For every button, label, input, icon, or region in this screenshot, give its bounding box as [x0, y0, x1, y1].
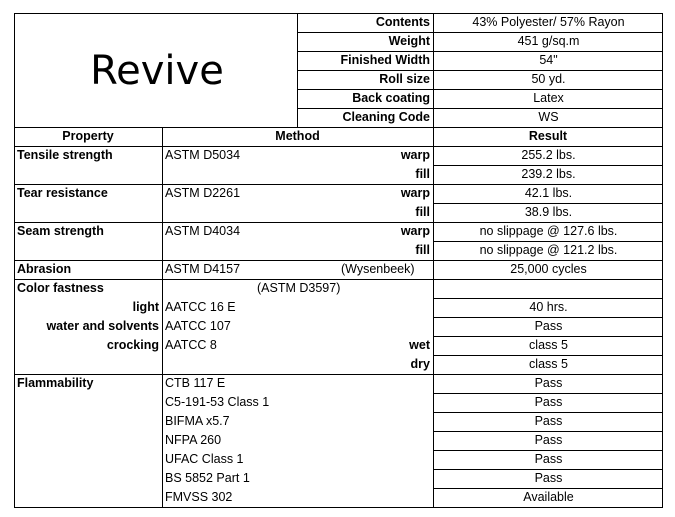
method-flammability-1: CTB 117 E [165, 376, 226, 390]
spec-value-backing: Latex [533, 91, 564, 105]
method-flammability-4: NFPA 260 [165, 433, 222, 447]
color-water-label: water and solvents [46, 319, 159, 333]
property-tensile: Tensile strength [17, 148, 113, 162]
brand-logo: Revive [90, 47, 224, 94]
method-abrasion: ASTM D4157 [165, 262, 241, 276]
spec-value-contents: 43% Polyester/ 57% Rayon [472, 15, 625, 29]
result-tensile-fill: 239.2 lbs. [521, 167, 576, 181]
spec-label-contents: Contents [375, 15, 430, 29]
property-color-fastness: Color fastness [17, 281, 104, 295]
spec-label-cleaning: Cleaning Code [342, 110, 430, 124]
result-flammability-7: Available [523, 490, 574, 504]
result-color-light: 40 hrs. [529, 300, 568, 314]
seam-warp-label: warp [400, 224, 430, 238]
method-flammability-7: FMVSS 302 [165, 490, 233, 504]
result-seam-warp: no slippage @ 127.6 lbs. [479, 224, 618, 238]
result-tensile-warp: 255.2 lbs. [521, 148, 576, 162]
method-tear: ASTM D2261 [165, 186, 241, 200]
spec-label-width: Finished Width [340, 53, 430, 67]
seam-fill-label: fill [415, 243, 430, 257]
method-flammability-2: C5-191-53 Class 1 [165, 395, 270, 409]
property-flammability: Flammability [17, 376, 94, 390]
spec-value-width: 54" [539, 53, 558, 67]
method-color-crocking: AATCC 8 [165, 338, 217, 352]
tensile-fill-label: fill [415, 167, 430, 181]
property-method-divider [162, 127, 163, 381]
result-flammability-4: Pass [534, 433, 563, 447]
header-method: Method [275, 129, 320, 143]
property-abrasion: Abrasion [17, 262, 72, 276]
color-light-label: light [132, 300, 159, 314]
spec-label-backing: Back coating [352, 91, 430, 105]
tensile-warp-label: warp [400, 148, 430, 162]
result-tear-fill: 38.9 lbs. [524, 205, 573, 219]
method-seam: ASTM D4034 [165, 224, 241, 238]
method-tensile: ASTM D5034 [165, 148, 241, 162]
result-crocking-dry: class 5 [529, 357, 568, 371]
result-flammability-6: Pass [534, 471, 563, 485]
result-flammability-5: Pass [534, 452, 563, 466]
color-crocking-label: crocking [106, 338, 159, 352]
property-tear: Tear resistance [17, 186, 108, 200]
crocking-dry-label: dry [410, 357, 430, 371]
result-flammability-3: Pass [534, 414, 563, 428]
tear-warp-label: warp [400, 186, 430, 200]
spec-value-roll: 50 yd. [531, 72, 566, 86]
method-color-fastness: (ASTM D3597) [257, 281, 341, 295]
property-seam: Seam strength [17, 224, 104, 238]
result-flammability-2: Pass [534, 395, 563, 409]
spec-label-roll: Roll size [379, 72, 430, 86]
method-flammability-3: BIFMA x5.7 [165, 414, 230, 428]
spec-label-weight: Weight [388, 34, 430, 48]
crocking-wet-label: wet [409, 338, 430, 352]
result-tear-warp: 42.1 lbs. [524, 186, 573, 200]
result-flammability-1: Pass [534, 376, 563, 390]
abrasion-note: (Wysenbeek) [341, 262, 415, 276]
method-color-water: AATCC 107 [165, 319, 231, 333]
result-crocking-wet: class 5 [529, 338, 568, 352]
header-property: Property [62, 129, 114, 143]
method-flammability-6: BS 5852 Part 1 [165, 471, 250, 485]
header-result: Result [528, 129, 568, 143]
method-color-light: AATCC 16 E [165, 300, 236, 314]
result-color-water: Pass [534, 319, 563, 333]
property-method-divider-lower [162, 375, 163, 508]
result-abrasion: 25,000 cycles [510, 262, 587, 276]
result-seam-fill: no slippage @ 121.2 lbs. [479, 243, 618, 257]
method-flammability-5: UFAC Class 1 [165, 452, 244, 466]
spec-value-weight: 451 g/sq.m [517, 34, 580, 48]
tear-fill-label: fill [415, 205, 430, 219]
spec-value-cleaning: WS [538, 110, 559, 124]
